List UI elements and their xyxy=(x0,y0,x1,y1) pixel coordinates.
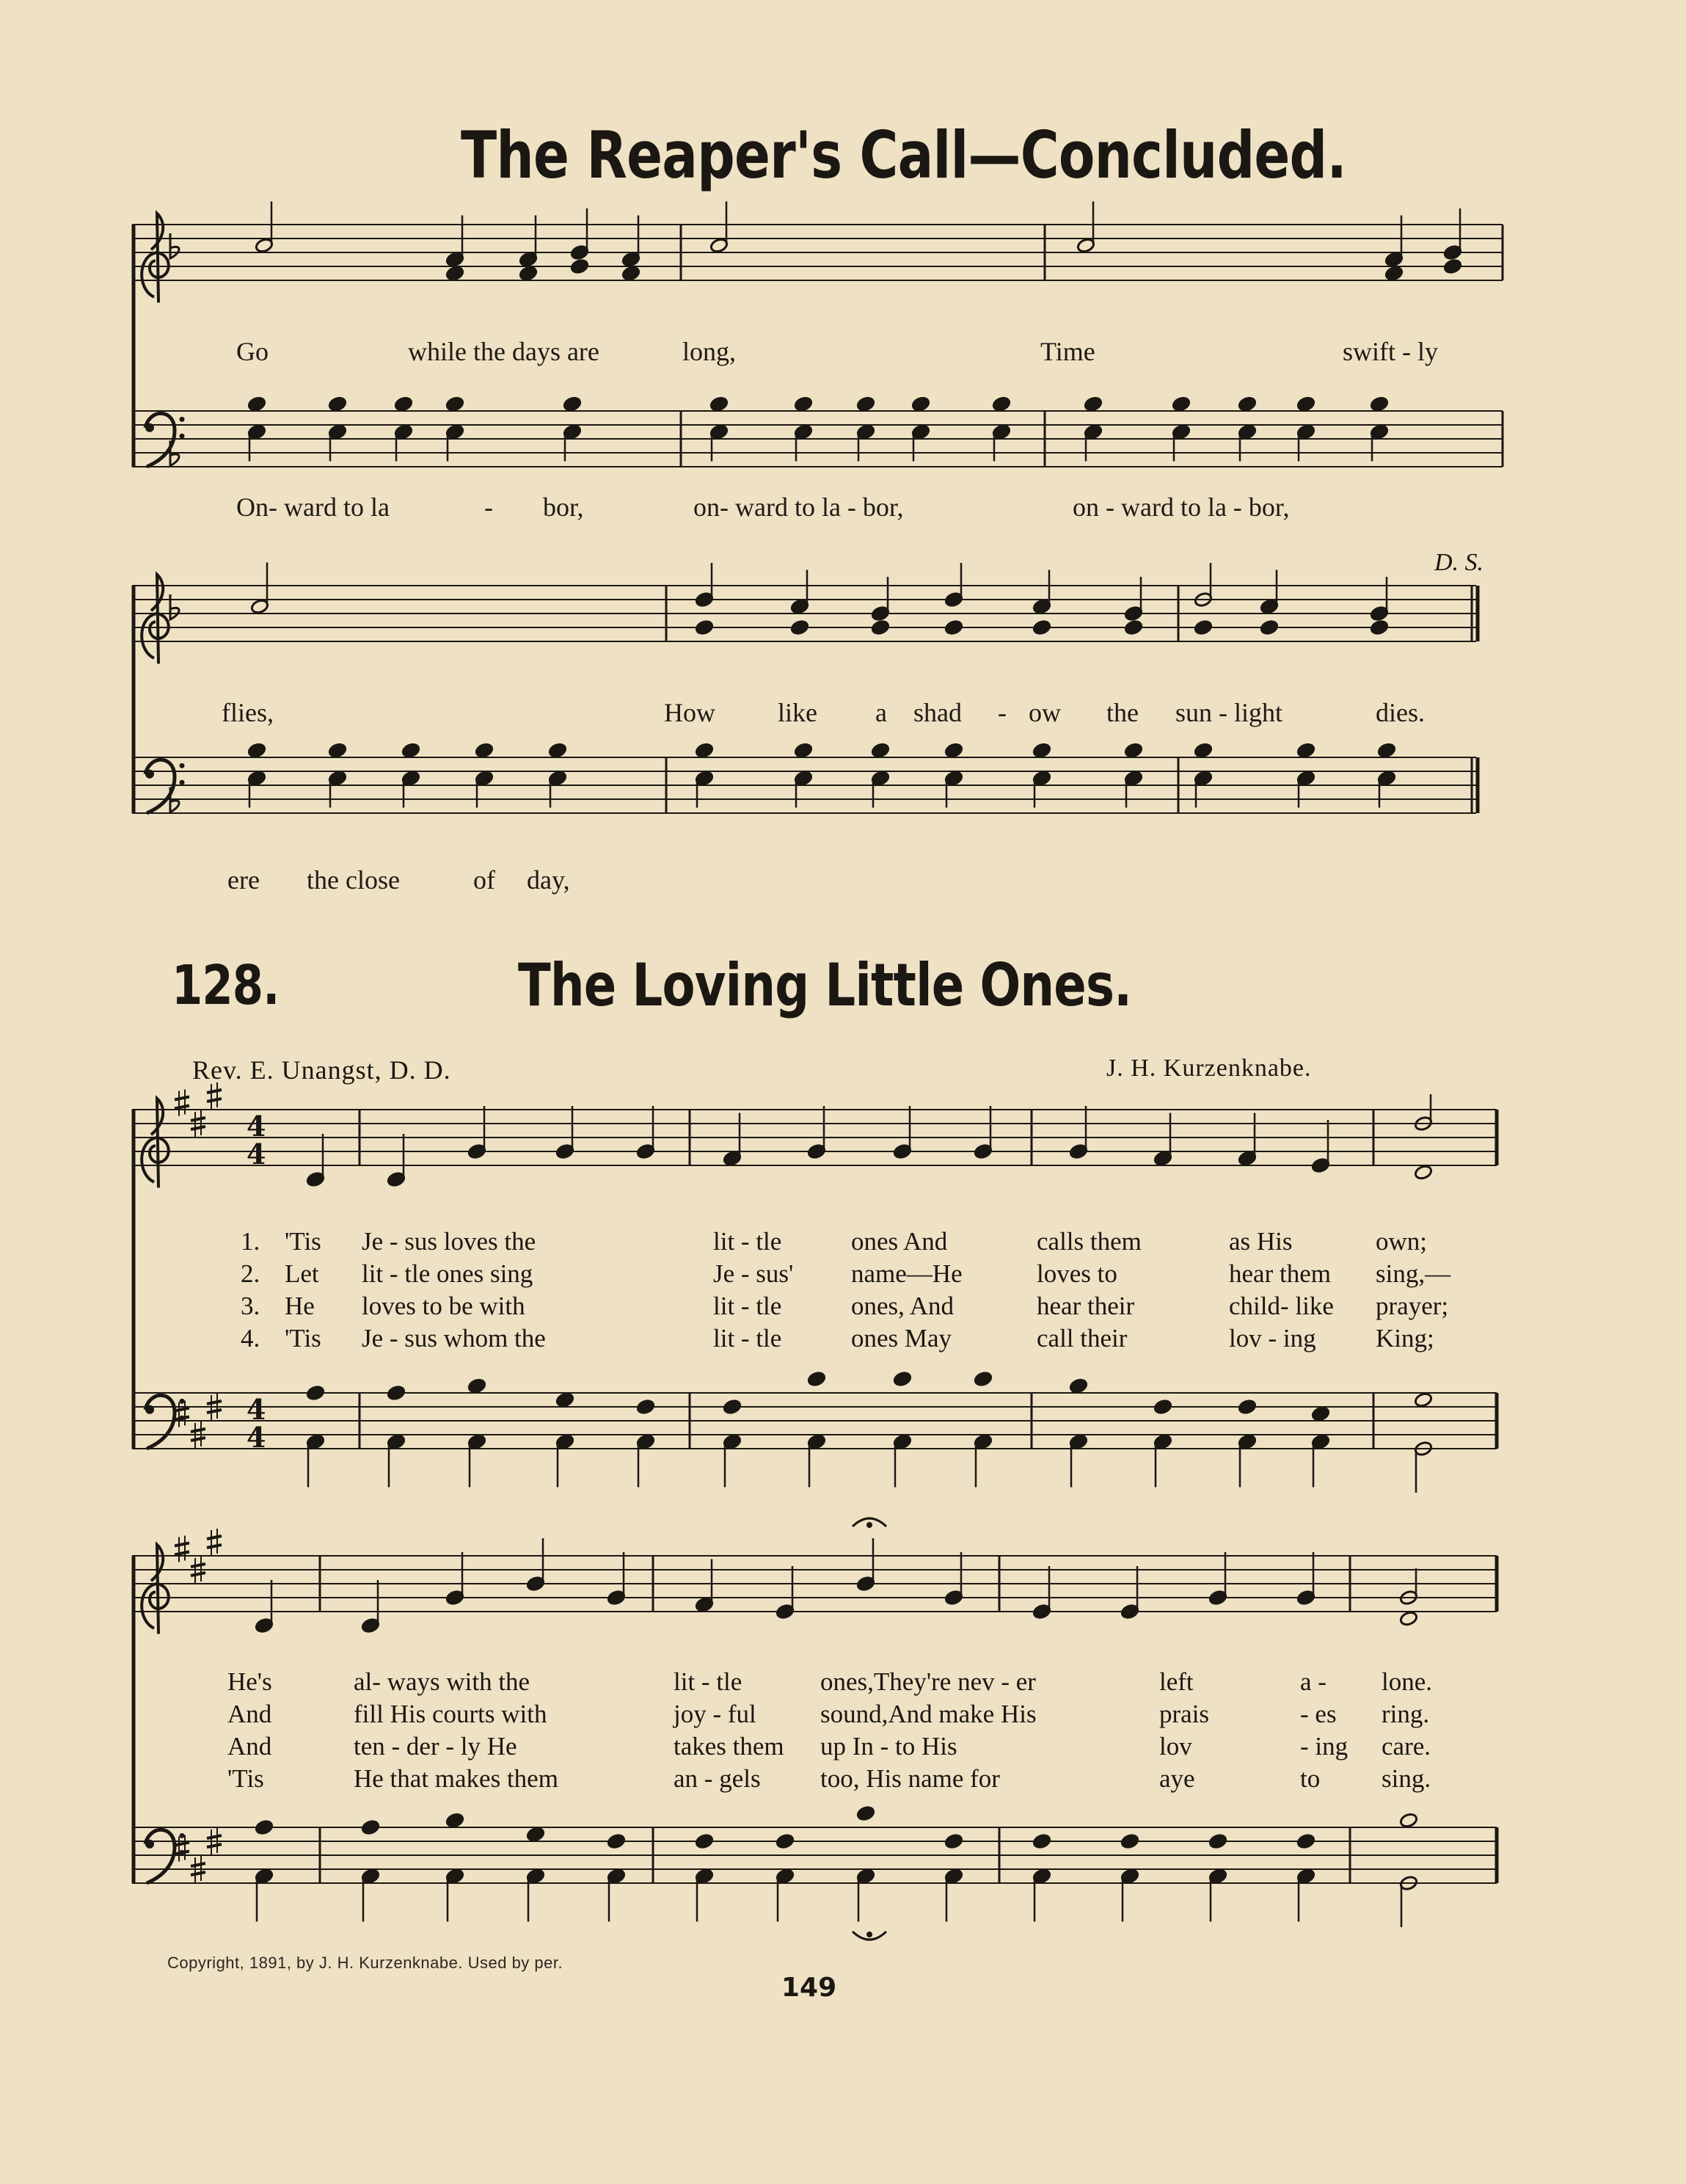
verse-lyric: sing,— xyxy=(1376,1259,1451,1288)
lyric: - xyxy=(998,698,1007,727)
hymn-title: The Loving Little Ones. xyxy=(518,951,1132,1019)
lyric: Go xyxy=(236,337,269,366)
lyric: swift - ly xyxy=(1343,337,1438,366)
verse-lyric: child- like xyxy=(1229,1292,1334,1320)
verse-lyric: ones, And xyxy=(851,1292,954,1320)
svg-text:4: 4 xyxy=(247,1110,266,1143)
lyric: the close xyxy=(307,865,400,895)
verse-lyric: King; xyxy=(1376,1324,1434,1353)
verse-lyric: ten - der - ly He xyxy=(354,1732,517,1761)
verse-lyric: hear them xyxy=(1229,1259,1331,1288)
verse-lyric: aye xyxy=(1159,1764,1195,1793)
verse-lyric: Je - sus whom the xyxy=(362,1324,546,1353)
composer-credit: J. H. Kurzenknabe. xyxy=(1106,1055,1312,1082)
verse-lyric: an - gels xyxy=(674,1764,761,1793)
page-number: 149 xyxy=(781,1973,837,2003)
verse-lyric: lit - tle xyxy=(713,1227,782,1256)
verse-lyric: left xyxy=(1159,1667,1194,1696)
verse-lyric: Je - sus' xyxy=(713,1259,794,1288)
verse-lyric: hear their xyxy=(1037,1292,1135,1320)
verse-lyric: sound,And make His xyxy=(820,1700,1037,1728)
lyric: bor, xyxy=(543,492,584,522)
lyric: on- ward to la - bor, xyxy=(693,492,904,522)
verse-lyric: ring. xyxy=(1382,1700,1430,1728)
verse-lyric: takes them xyxy=(674,1732,784,1761)
verse-lyric: 'Tis xyxy=(285,1227,321,1256)
verse-lyric: joy - ful xyxy=(674,1700,756,1728)
verse-lyric: own; xyxy=(1376,1227,1427,1256)
lyric: long, xyxy=(682,337,737,366)
ds-mark: D. S. xyxy=(1434,549,1484,576)
lyric: Time xyxy=(1040,337,1095,366)
verse-lyric: sing. xyxy=(1382,1764,1431,1793)
verse-lyric: ones And xyxy=(851,1227,948,1256)
verse-lyric: lit - tle xyxy=(674,1667,742,1696)
verse-lyric: care. xyxy=(1382,1732,1431,1761)
verse-lyric: And xyxy=(227,1700,272,1728)
svg-text:4: 4 xyxy=(247,1421,266,1454)
verse-lyric: lit - tle xyxy=(713,1292,782,1320)
verse-lyric: 3. xyxy=(241,1292,260,1320)
verse-lyric: 4. xyxy=(241,1324,260,1353)
lyric: while the days are xyxy=(408,337,599,366)
verse-lyric: lov - ing xyxy=(1229,1324,1316,1353)
lyric: shad xyxy=(913,698,962,727)
author-credit: Rev. E. Unangst, D. D. xyxy=(192,1055,451,1085)
lyric: sun - light xyxy=(1175,698,1283,727)
verse-lyric: al- ways with the xyxy=(354,1667,530,1696)
verse-lyric: Je - sus loves the xyxy=(362,1227,536,1256)
verse-lyric: call their xyxy=(1037,1324,1128,1353)
verse-lyric: a - xyxy=(1300,1667,1326,1696)
verse-lyric: lov xyxy=(1159,1732,1192,1761)
verse-lyric: 'Tis xyxy=(285,1324,321,1353)
verse-lyric: to xyxy=(1300,1764,1321,1793)
lyric: a xyxy=(875,698,887,727)
svg-text:4: 4 xyxy=(247,1138,266,1171)
lyric: of xyxy=(473,865,495,895)
verse-lyric: 'Tis xyxy=(227,1764,264,1793)
lyric: dies. xyxy=(1376,698,1425,727)
verse-lyric: And xyxy=(227,1732,272,1761)
lyric: ere xyxy=(227,865,260,895)
verse-lyric: fill His courts with xyxy=(354,1700,547,1728)
verse-lyric: prayer; xyxy=(1376,1292,1449,1320)
verse-lyric: He xyxy=(285,1292,315,1320)
lyric: On- ward to la xyxy=(236,492,390,522)
verse-lyric: ones,They're nev - er xyxy=(820,1667,1036,1696)
lyric: like xyxy=(778,698,817,727)
lyric: day, xyxy=(527,865,570,895)
verse-lyric: as His xyxy=(1229,1227,1293,1256)
verse-lyric: loves to be with xyxy=(362,1292,525,1320)
verse-lyric: - ing xyxy=(1300,1732,1349,1761)
verse-lyric: calls them xyxy=(1037,1227,1142,1256)
lyric: - xyxy=(484,492,493,522)
verse-lyric: name—He xyxy=(851,1259,963,1288)
verse-lyric: lit - tle xyxy=(713,1324,782,1353)
lyric: ow xyxy=(1029,698,1061,727)
verse-lyric: lit - tle ones sing xyxy=(362,1259,533,1288)
verse-lyric: He that makes them xyxy=(354,1764,558,1793)
hymn-number: 128. xyxy=(172,954,280,1017)
verse-lyric: too, His name for xyxy=(820,1764,1000,1793)
verse-lyric: ones May xyxy=(851,1324,952,1353)
lyric: the xyxy=(1106,698,1139,727)
lyric: How xyxy=(664,698,715,727)
verse-lyric: 1. xyxy=(241,1227,260,1256)
verse-lyric: - es xyxy=(1300,1700,1337,1728)
lyric: flies, xyxy=(222,698,274,727)
verse-lyric: lone. xyxy=(1382,1667,1433,1696)
hymn-top-title: The Reaper's Call—Concluded. xyxy=(461,117,1346,193)
verse-lyric: 2. xyxy=(241,1259,260,1288)
verse-lyric: He's xyxy=(227,1667,272,1696)
lyric: on - ward to la - bor, xyxy=(1073,492,1290,522)
svg-text:4: 4 xyxy=(247,1393,266,1426)
verse-lyric: up In - to His xyxy=(820,1732,957,1761)
verse-lyric: prais xyxy=(1159,1700,1210,1728)
verse-lyric: Let xyxy=(285,1259,319,1288)
copyright-notice: Copyright, 1891, by J. H. Kurzenknabe. Used by per. xyxy=(167,1954,563,1972)
verse-lyric: loves to xyxy=(1037,1259,1117,1288)
